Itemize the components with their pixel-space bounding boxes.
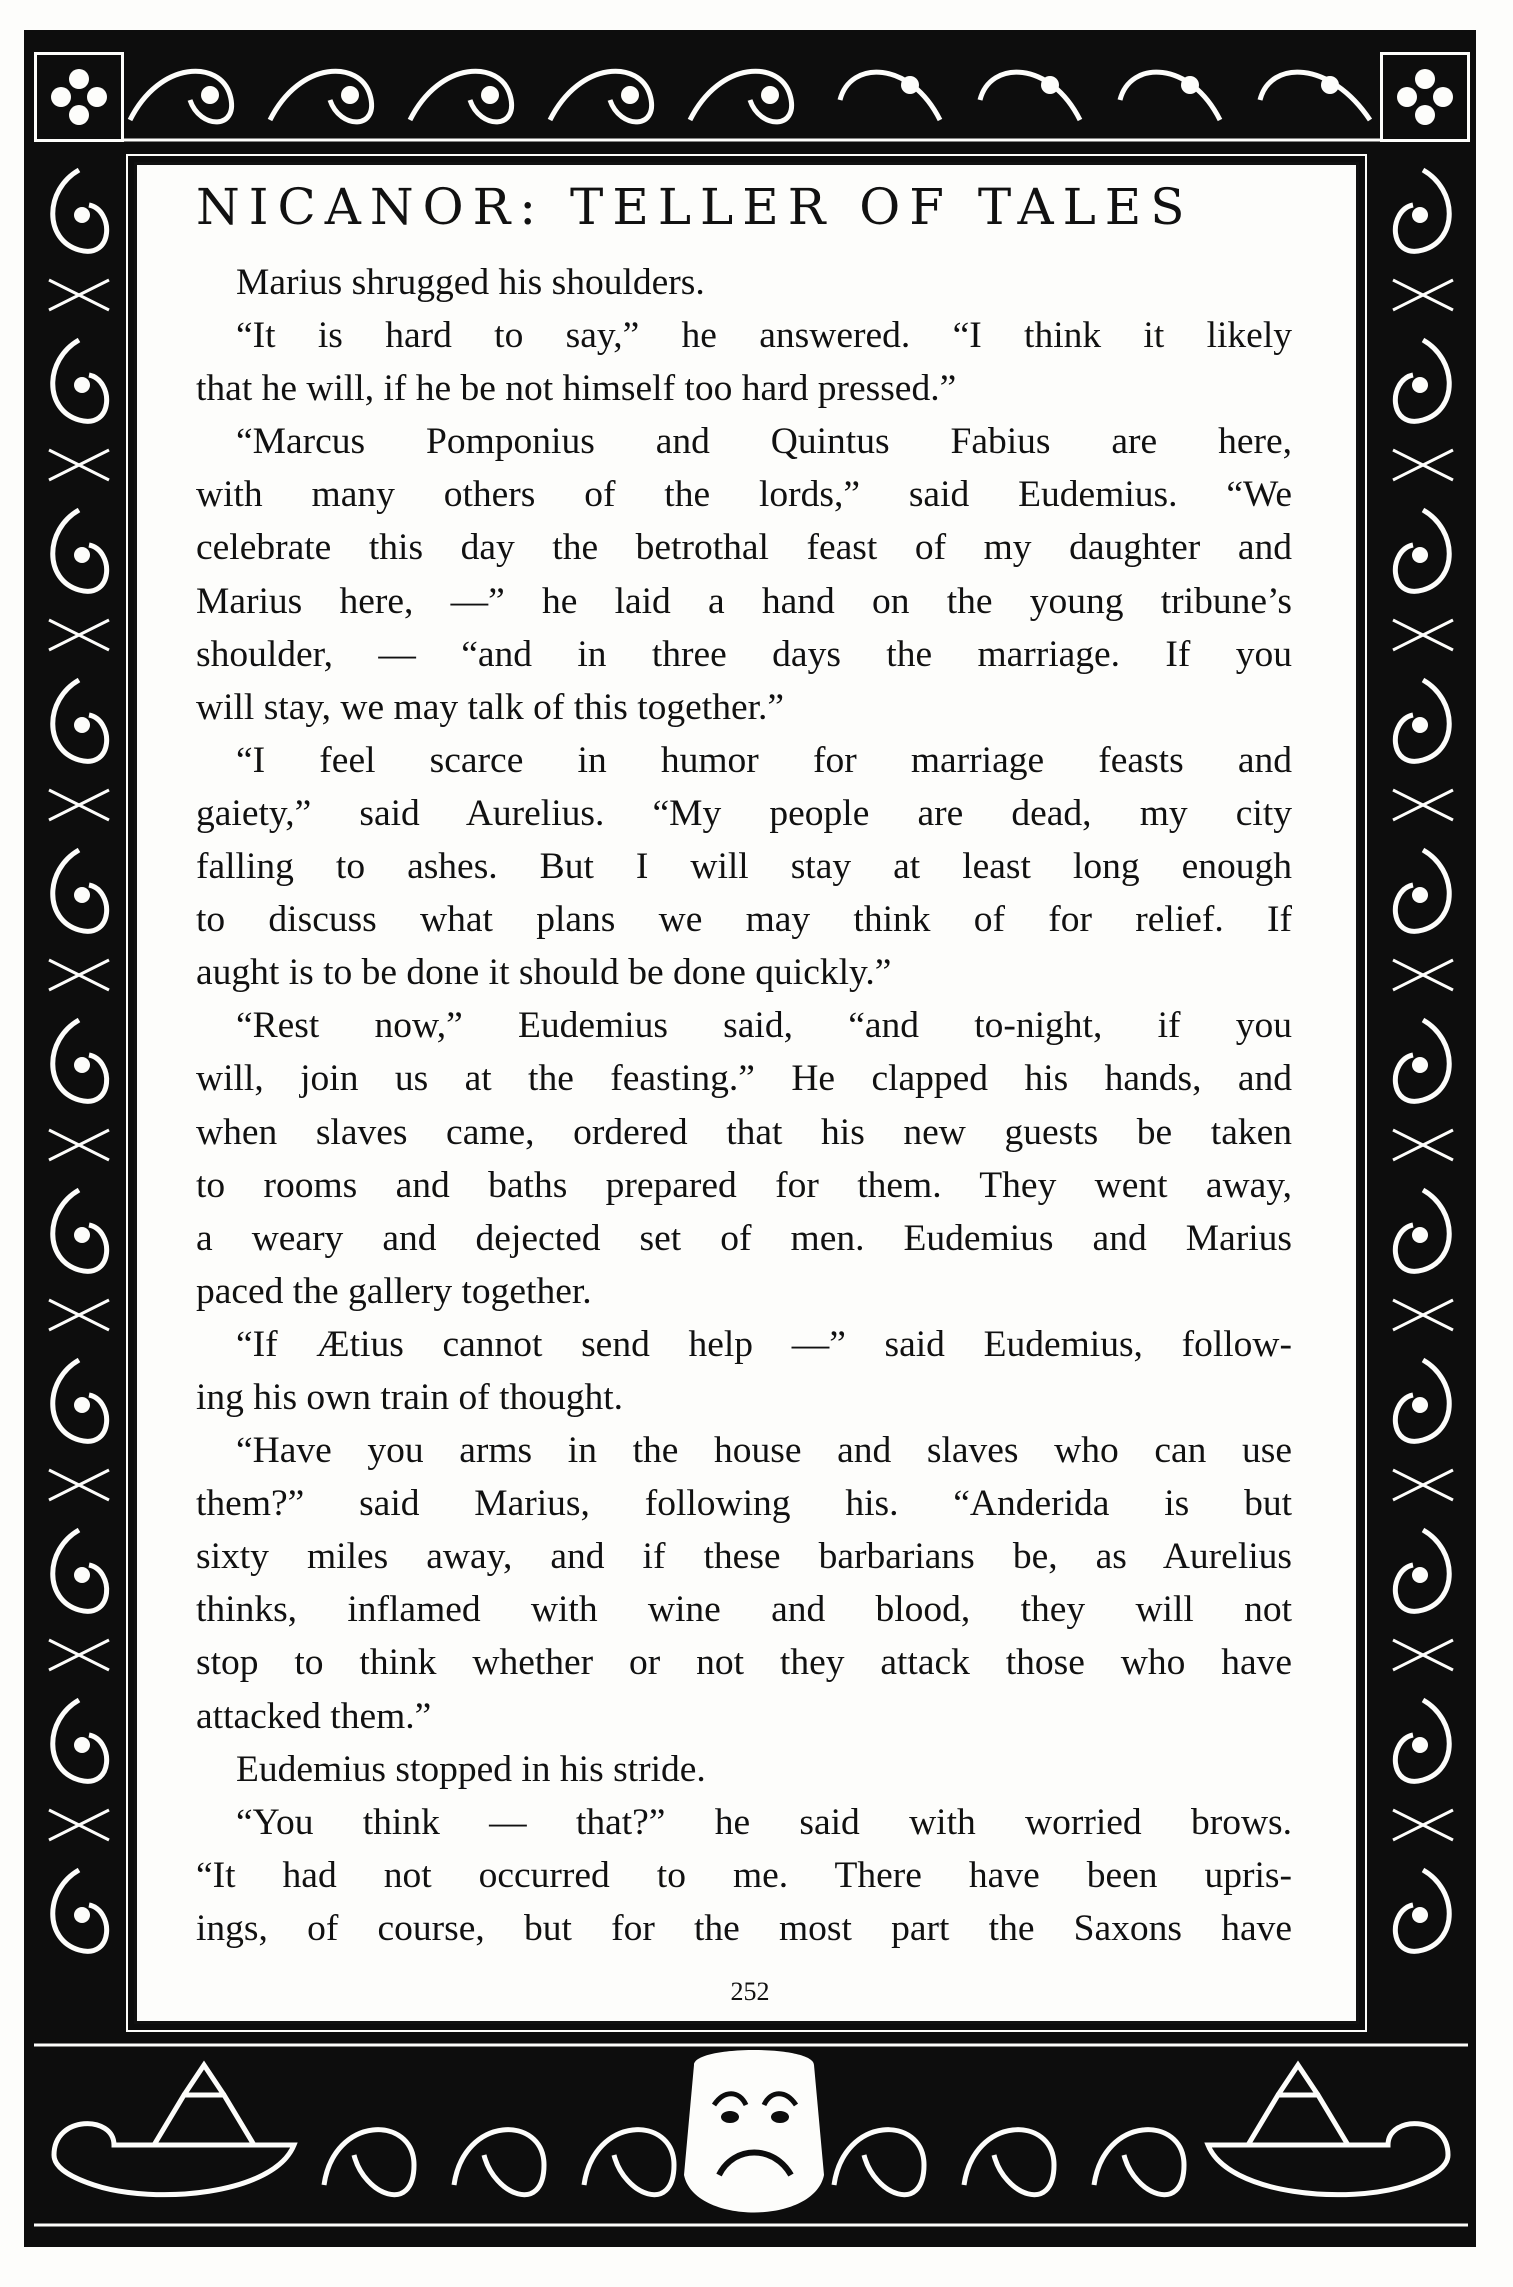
page-number: 252: [730, 1977, 770, 2006]
text-line: “I feel scarce in humor for marriage feasts and: [236, 739, 1292, 781]
text-line: Marius shrugged his shoulders.: [236, 262, 705, 303]
body-text: [196, 256, 1292, 1955]
text-line: a weary and dejected set of men. Eudemius and Marius: [196, 1217, 1292, 1259]
text-line: Eudemius stopped in his stride.: [236, 1748, 706, 1790]
paragraph: [196, 415, 1292, 734]
paragraph: [196, 309, 1292, 415]
text-line: that he will, if he be not himself too hard pressed.”: [196, 368, 957, 410]
text-line: thinks, inflamed with wine and blood, they will not: [196, 1589, 1292, 1631]
paragraph: [196, 734, 1292, 999]
paragraph: [196, 1743, 1292, 1796]
text-line: “Marcus Pomponius and Quintus Fabius are here,: [236, 421, 1292, 463]
paragraph: [196, 999, 1292, 1318]
text-line: ing his own train of thought.: [196, 1376, 624, 1418]
text-line: stop to think whether or not they attack those who have: [196, 1642, 1292, 1684]
flower-corner-icon: [1380, 52, 1470, 142]
text-line: gaiety,” said Aurelius. “My people are dead, my city: [196, 792, 1292, 834]
text-line: when slaves came, ordered that his new guests be taken: [196, 1111, 1292, 1153]
text-line: aught is to be done it should be done quickly.”: [196, 952, 892, 994]
text-line: sixty miles away, and if these barbarians be, as Aurelius: [196, 1536, 1292, 1578]
flower-corner-icon: [34, 52, 124, 142]
text-line: with many others of the lords,” said Eudemius. “We: [196, 474, 1292, 516]
paragraph: [196, 256, 1292, 309]
text-line: “Have you arms in the house and slaves who can use: [236, 1430, 1292, 1472]
text-line: attacked them.”: [196, 1695, 432, 1737]
text-line: “It is hard to say,” he answered. “I think it likely: [236, 315, 1292, 357]
running-title: NICANOR: TELLER OF TALES: [196, 178, 1194, 236]
text-line: “Rest now,” Eudemius said, “and to-night, if you: [236, 1005, 1292, 1047]
right-scroll-ornament: [1378, 150, 1468, 2030]
text-line: falling to ashes. But I will stay at least long enough: [196, 846, 1292, 888]
text-line: “It had not occurred to me. There have been upris-: [196, 1854, 1292, 1896]
left-scroll-ornament: [34, 150, 124, 2030]
text-line: them?” said Marius, following his. “Anderida is but: [196, 1483, 1292, 1525]
paragraph: [196, 1424, 1292, 1743]
text-line: paced the gallery together.: [196, 1270, 592, 1312]
bottom-ornament-band: [34, 2035, 1468, 2235]
top-scroll-ornament: [120, 40, 1390, 150]
text-line: will stay, we may talk of this together.”: [196, 686, 785, 728]
text-line: shoulder, — “and in three days the marriage. If you: [196, 633, 1292, 675]
paragraph: [196, 1796, 1292, 1955]
text-line: celebrate this day the betrothal feast of my daughter and: [196, 527, 1292, 569]
tragic-mask-icon: [684, 2050, 824, 2213]
text-line: “If Ætius cannot send help —” said Eudemius, follow-: [236, 1323, 1292, 1365]
paragraph: [196, 1318, 1292, 1424]
text-line: to rooms and baths prepared for them. They went away,: [196, 1164, 1292, 1206]
text-line: to discuss what plans we may think of for relief. If: [196, 899, 1292, 941]
text-line: Marius here, —” he laid a hand on the young tribune’s: [196, 580, 1292, 622]
text-line: ings, of course, but for the most part the Saxons have: [196, 1907, 1292, 1949]
text-line: “You think — that?” he said with worried brows.: [236, 1801, 1292, 1843]
text-line: will, join us at the feasting.” He clapped his hands, and: [196, 1058, 1292, 1100]
